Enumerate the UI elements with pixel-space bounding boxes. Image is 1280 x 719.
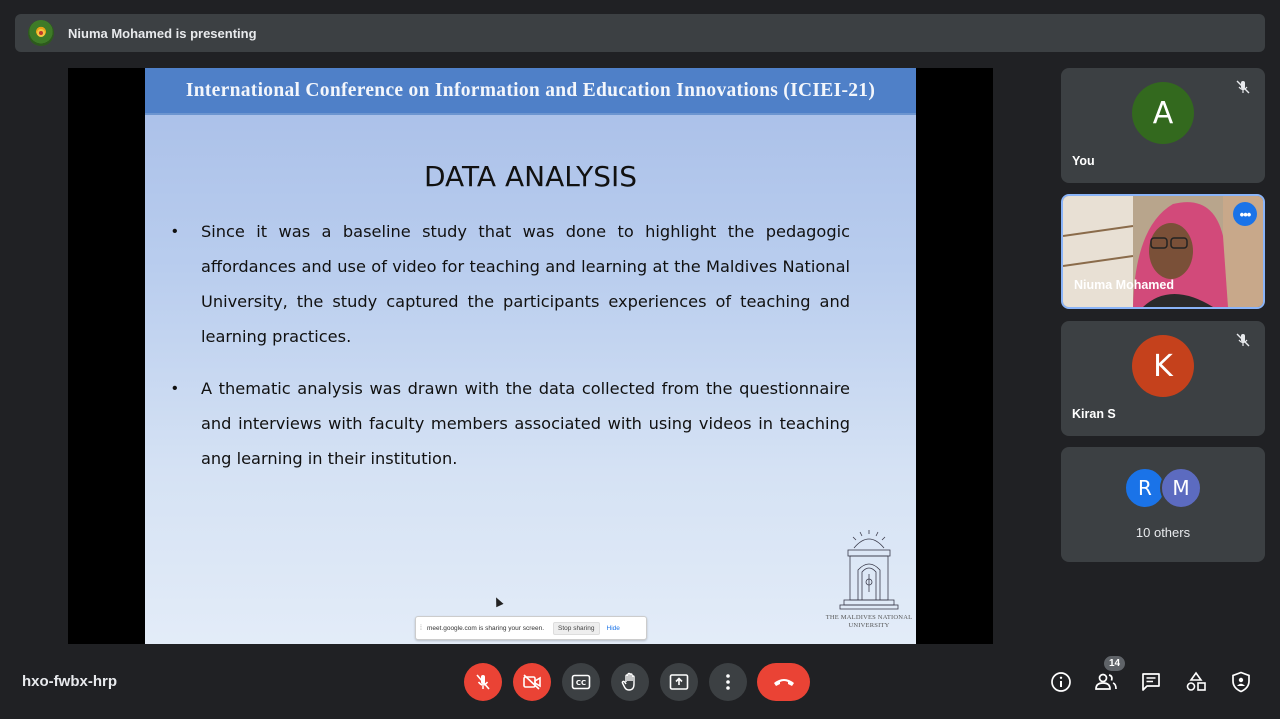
presenter-avatar [28, 20, 54, 46]
chat-button[interactable] [1138, 669, 1164, 695]
people-count-badge: 14 [1104, 656, 1125, 671]
svg-text:CC: CC [575, 679, 587, 687]
slide-header [145, 68, 916, 115]
info-icon [1050, 671, 1072, 693]
bullet-text: A thematic analysis was drawn with the data collected from the questionnaire and interviews with faculty members associated with using videos in teaching ang learning in their institution. [201, 379, 850, 468]
participant-tile-you[interactable] [1061, 68, 1265, 183]
mic-off-icon [1235, 332, 1251, 348]
participant-tile-others[interactable] [1061, 447, 1265, 562]
meeting-details-button[interactable] [1048, 669, 1074, 695]
present-icon [669, 673, 689, 691]
camera-off-icon [522, 673, 542, 691]
more-options-icon[interactable]: ••• [1233, 202, 1257, 226]
bullet-text: Since it was a baseline study that was done to highlight the pedagogic affordances and use of video for teaching and learning at the Maldives National University, the study captured the participants experiences of teaching and learning practices. [201, 222, 850, 346]
stop-sharing-button[interactable]: Stop sharing [553, 622, 600, 635]
bullet-dot: • [172, 223, 178, 240]
camera-toggle-button[interactable] [513, 663, 551, 701]
logo-caption-line-2: UNIVERSITY [848, 622, 890, 629]
participant-name: Niuma Mohamed [1074, 278, 1175, 292]
bullet-list [172, 214, 850, 493]
mic-off-icon [474, 673, 492, 691]
bullet-item [172, 214, 850, 354]
presenting-text: Niuma Mohamed is presenting [68, 25, 257, 41]
bullet-item [172, 371, 850, 476]
host-controls-button[interactable] [1228, 669, 1254, 695]
screen-share-notice [415, 616, 647, 640]
more-options-button[interactable] [709, 663, 747, 701]
chat-icon [1140, 671, 1162, 693]
slide-title: DATA ANALYSIS [423, 160, 638, 193]
meeting-code: hxo-fwbx-hrp [22, 673, 117, 690]
people-icon [1094, 672, 1118, 692]
participant-tile-kiran[interactable] [1061, 321, 1265, 436]
people-button[interactable] [1093, 669, 1119, 695]
end-call-icon [772, 676, 796, 688]
bullet-dot: • [172, 380, 178, 397]
raise-hand-icon [621, 672, 639, 692]
mic-toggle-button[interactable] [464, 663, 502, 701]
slide-header-text: International Conference on Information and Education Innovations (ICIEI-21) [185, 79, 876, 101]
raise-hand-button[interactable] [611, 663, 649, 701]
captions-button[interactable] [562, 663, 600, 701]
captions-icon [571, 674, 591, 690]
mic-off-icon [1235, 79, 1251, 95]
presentation-slide [145, 68, 916, 644]
avatar: K [1132, 335, 1194, 397]
shared-screen [68, 68, 993, 644]
participant-tile-presenter[interactable] [1061, 194, 1265, 309]
host-controls-icon [1231, 671, 1251, 693]
share-message: meet.google.com is sharing your screen. [426, 624, 545, 632]
others-count-label: 10 others [1135, 525, 1191, 540]
activities-button[interactable] [1183, 669, 1209, 695]
avatar: R [1124, 467, 1166, 509]
university-crest-icon [834, 530, 904, 614]
hide-button[interactable]: Hide [606, 624, 620, 632]
more-options-icon [725, 673, 731, 691]
participant-name: Kiran S [1072, 407, 1116, 421]
drag-handle-icon[interactable]: ⁞ [420, 624, 422, 632]
participant-name: You [1072, 154, 1095, 168]
end-call-button[interactable] [757, 663, 810, 701]
avatar: A [1132, 82, 1194, 144]
university-logo [822, 530, 916, 642]
present-now-button[interactable] [660, 663, 698, 701]
avatar: M [1160, 467, 1202, 509]
activities-icon [1185, 671, 1207, 693]
logo-caption-line-1: THE MALDIVES NATIONAL [825, 614, 913, 621]
presenting-banner [15, 14, 1265, 52]
